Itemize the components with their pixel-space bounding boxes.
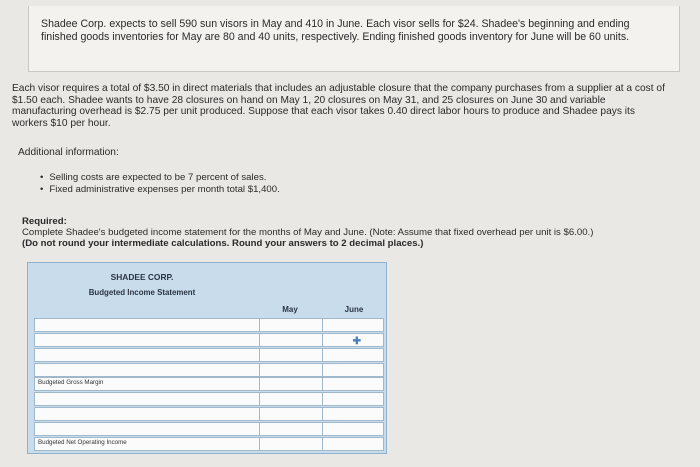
may-input[interactable] (259, 333, 323, 347)
add-row-icon[interactable]: ✚ (352, 336, 361, 347)
required-section (22, 216, 682, 250)
required-label: Required: (22, 216, 67, 227)
list-item: • Selling costs are expected to be 7 percent of sales. (40, 172, 280, 184)
required-text: Complete Shadee's budgeted income statement for the months of May and June. (Note: Assume that fixed overhead per unit is $6.00.) (22, 227, 594, 239)
list-item: • Fixed administrative expenses per month total $1,400. (40, 184, 280, 196)
gross-margin-row[interactable] (34, 377, 384, 391)
table-row[interactable] (34, 348, 384, 362)
problem-intro-box (28, 6, 680, 72)
june-input[interactable] (322, 377, 384, 391)
table-row[interactable] (34, 392, 384, 406)
column-header-may: May (282, 305, 298, 314)
statement-company: SHADEE CORP. (110, 272, 174, 282)
june-input[interactable] (322, 437, 384, 451)
june-input[interactable] (322, 363, 384, 377)
june-input[interactable] (322, 392, 384, 406)
required-note: (Do not round your intermediate calculations. Round your answers to 2 decimal places.) (22, 238, 424, 250)
problem-intro: Shadee Corp. expects to sell 590 sun visors in May and 410 in June. Each visor sells for $24. Shadee's beginning and ending finished goods inventories for May are 80 and 40 units, respectively. Ending finished goods inventory for June will be 60 units. (41, 18, 630, 43)
statement-title: Budgeted Income Statement (88, 288, 196, 297)
gross-margin-label: Budgeted Gross Margin (38, 379, 104, 386)
table-row[interactable] (34, 407, 384, 421)
june-input[interactable] (322, 422, 384, 436)
june-input[interactable] (322, 348, 384, 362)
table-row[interactable] (34, 333, 384, 347)
may-input[interactable] (259, 348, 323, 362)
may-input[interactable] (259, 318, 323, 332)
june-input[interactable] (322, 333, 384, 347)
may-input[interactable] (259, 377, 323, 391)
table-row[interactable] (34, 363, 384, 377)
income-statement-table (27, 262, 387, 454)
net-income-label: Budgeted Net Operating Income (38, 439, 127, 446)
additional-info-heading: Additional information: (18, 147, 119, 158)
june-input[interactable] (322, 407, 384, 421)
may-input[interactable] (259, 392, 323, 406)
june-input[interactable] (322, 318, 384, 332)
may-input[interactable] (259, 407, 323, 421)
additional-info-list (40, 172, 280, 195)
table-row[interactable] (34, 318, 384, 332)
may-input[interactable] (259, 437, 323, 451)
may-input[interactable] (259, 363, 323, 377)
column-header-june: June (344, 305, 364, 314)
problem-details: Each visor requires a total of $3.50 in direct materials that includes an adjustable closure that the company purchases from a supplier at a cost of $1.50 each. Shadee wants to have 28 closures on hand on May 1, 20 closures on May 31, and 25 closures on June 30 and variable manufacturing overhead is $2.75 per unit produced. Suppose that each visor takes 0.40 direct labor hours to produce and Shadee pays its workers $10 per hour. (12, 83, 665, 129)
table-row[interactable] (34, 422, 384, 436)
net-income-row[interactable] (34, 437, 384, 451)
may-input[interactable] (259, 422, 323, 436)
